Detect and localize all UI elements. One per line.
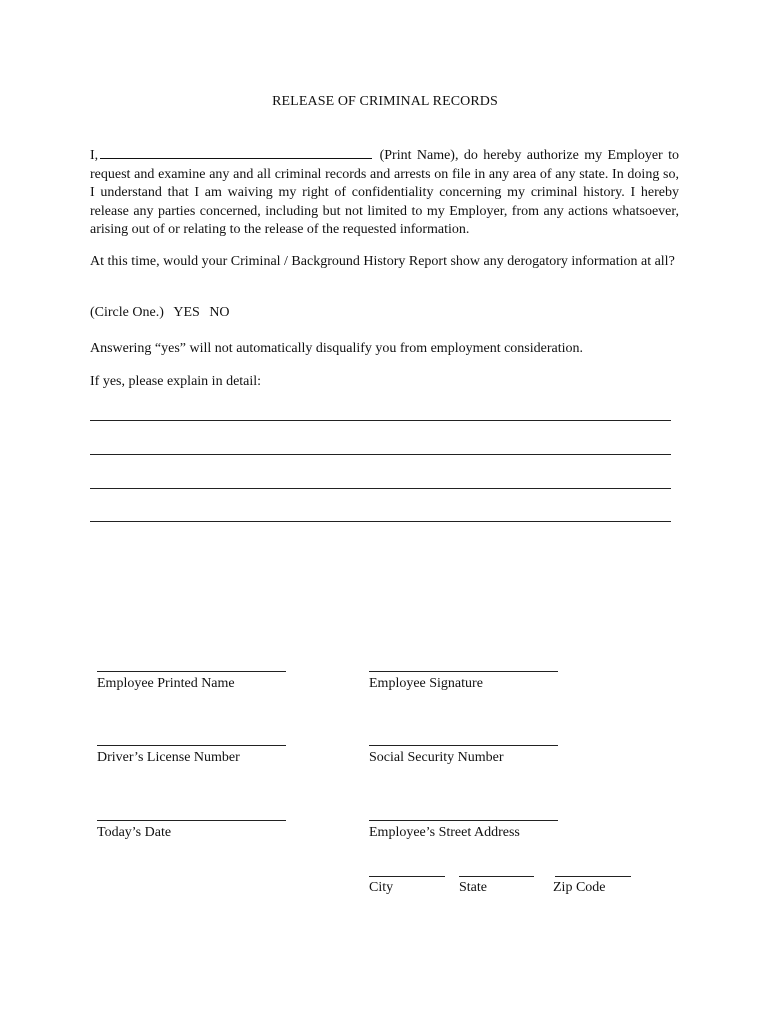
employee-signature-label: Employee Signature [369, 676, 483, 691]
zip-line[interactable] [555, 876, 631, 877]
employee-printed-name-line[interactable] [97, 671, 286, 672]
explain-line-4[interactable] [90, 521, 671, 522]
derogatory-question: At this time, would your Criminal / Background History Report show any derogatory information at all? [90, 254, 675, 269]
city-label: City [369, 880, 394, 895]
intro-prefix: I, [90, 148, 99, 163]
street-address-label: Employee’s Street Address [369, 825, 520, 840]
document-title: RELEASE OF CRIMINAL RECORDS [272, 94, 498, 109]
disclaimer-text: Answering “yes” will not automatically disqualify you from employment consideration. [90, 341, 584, 356]
ssn-line[interactable] [369, 745, 558, 746]
ssn-label: Social Security Number [369, 750, 504, 765]
circle-one-label: (Circle One.) [90, 305, 164, 320]
employee-printed-name-label: Employee Printed Name [97, 676, 235, 691]
authorization-text: (Print Name), do hereby authorize my Employer to request and examine any and all criminal records and arrests on file in any area of any state. In doing so, I understand that I am waiving my right of confidentiality concerning my criminal history. I hereby release any parties concerned, including but not limited to my Employer, from any actions whatsoever, arising out of or relating to the release of the requested information. [90, 148, 680, 237]
authorization-paragraph [90, 146, 679, 240]
print-name-blank[interactable] [100, 146, 372, 159]
zip-label: Zip Code [553, 880, 606, 895]
todays-date-line[interactable] [97, 820, 286, 821]
explain-prompt: If yes, please explain in detail: [90, 374, 262, 389]
circle-one-row [90, 304, 679, 323]
explain-line-1[interactable] [90, 420, 671, 421]
city-line[interactable] [369, 876, 445, 877]
drivers-license-label: Driver’s License Number [97, 750, 240, 765]
todays-date-label: Today’s Date [97, 825, 172, 840]
explain-line-3[interactable] [90, 488, 671, 489]
state-label: State [459, 880, 487, 895]
option-no[interactable]: NO [209, 305, 230, 320]
street-address-line[interactable] [369, 820, 558, 821]
explain-line-2[interactable] [90, 454, 671, 455]
drivers-license-line[interactable] [97, 745, 286, 746]
state-line[interactable] [459, 876, 534, 877]
employee-signature-line[interactable] [369, 671, 558, 672]
option-yes[interactable]: YES [173, 305, 200, 320]
